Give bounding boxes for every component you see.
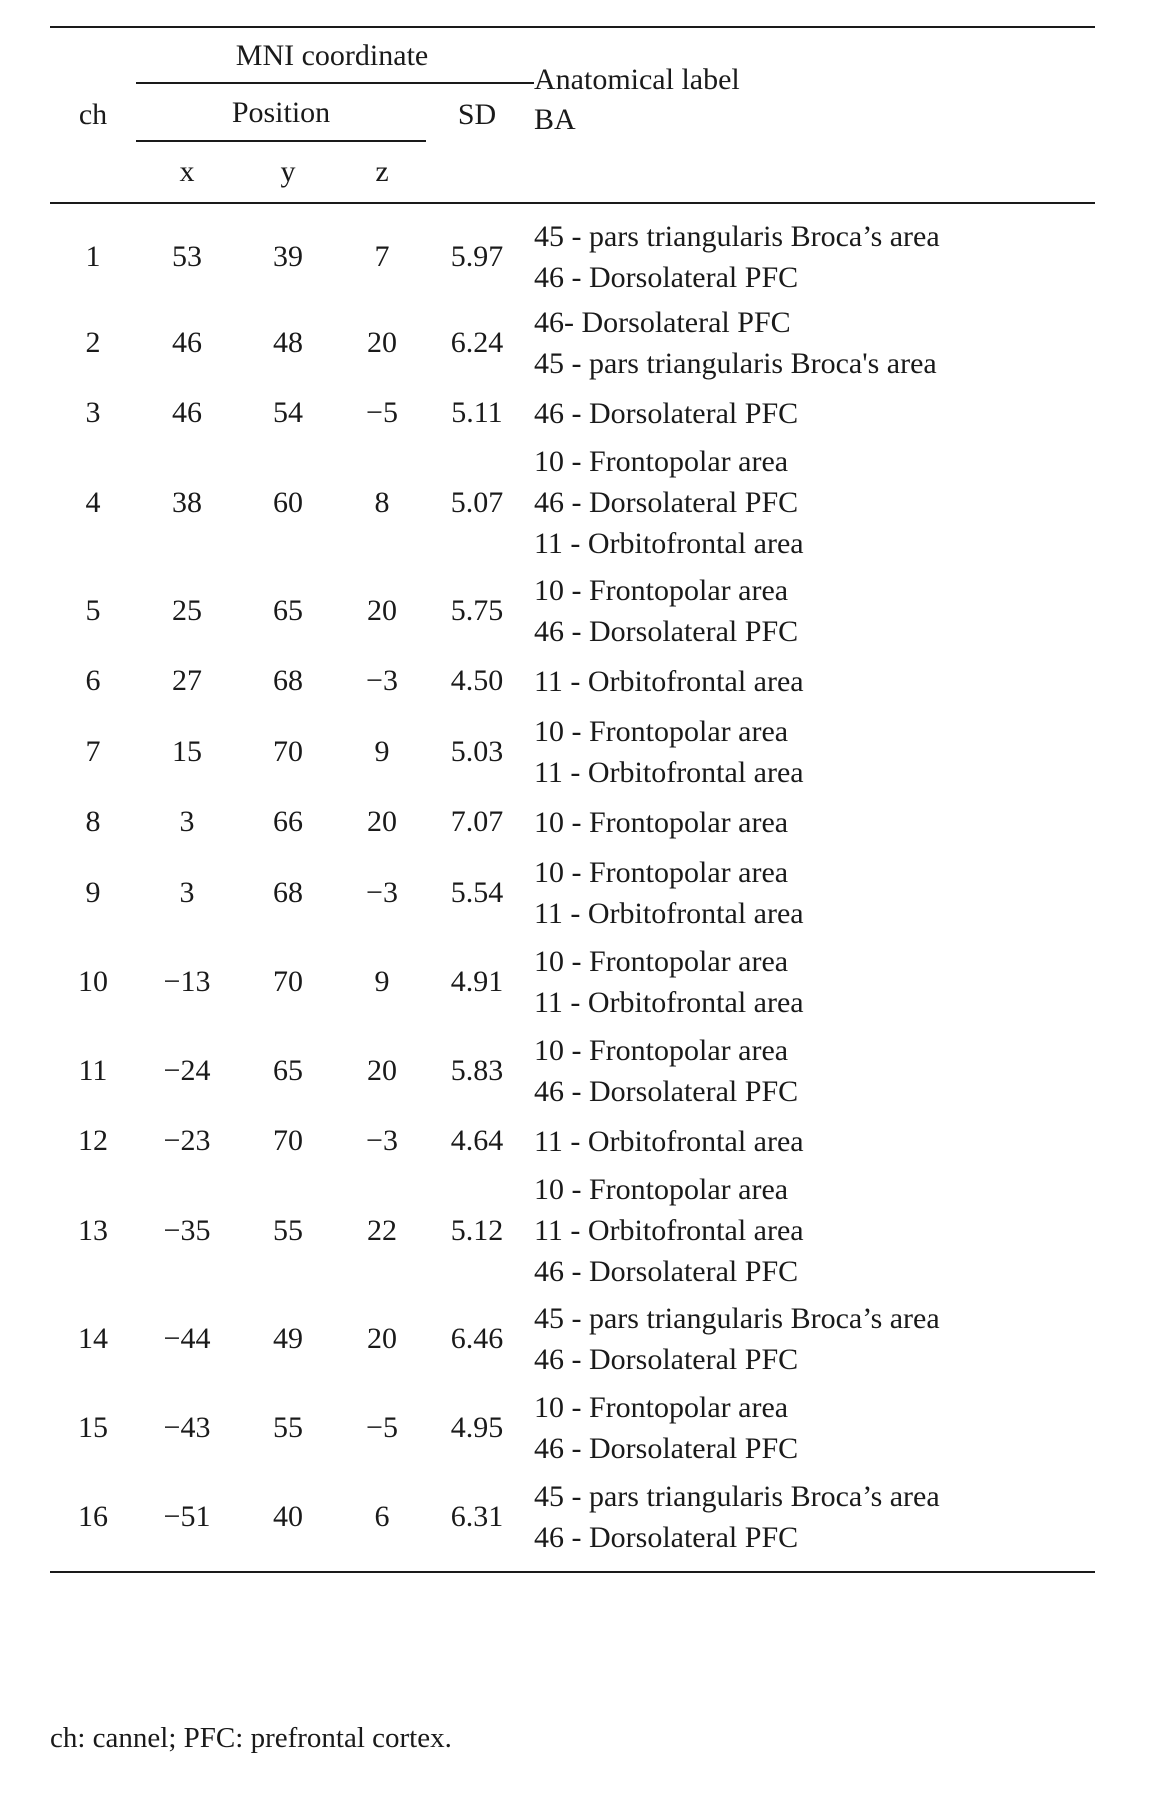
cell-ch: 7	[85, 734, 101, 768]
label-line: 46 - Dorsolateral PFC	[534, 614, 799, 648]
header-x: x	[179, 155, 195, 188]
cell-ch: 11	[78, 1053, 108, 1087]
cell-z: 20	[367, 1053, 397, 1087]
cell-sd: 5.75	[450, 593, 504, 627]
header-mni-label: MNI coordinate	[235, 39, 429, 72]
cell-ch: 14	[78, 1321, 108, 1355]
table-footnote: ch: cannel; PFC: prefrontal cortex.	[50, 1722, 452, 1754]
label-line: 46 - Dorsolateral PFC	[534, 1520, 799, 1554]
cell-sd: 4.50	[450, 664, 504, 697]
label-line: 10 - Frontopolar area	[534, 944, 789, 978]
cell-sd: 5.83	[450, 1053, 504, 1087]
cell-y: 66	[273, 805, 303, 838]
cell-y: 68	[273, 664, 303, 697]
cell-x: −35	[163, 1213, 211, 1247]
cell-z: 22	[367, 1213, 397, 1247]
label-line: 11 - Orbitofrontal area	[534, 1214, 804, 1247]
table-row	[50, 1294, 1095, 1383]
cell-ch: 1	[85, 240, 101, 273]
cell-z: −5	[366, 396, 398, 429]
cell-x: −24	[163, 1053, 211, 1087]
cell-x: 38	[172, 485, 202, 519]
table-row	[50, 707, 1095, 796]
table-row	[50, 1115, 1095, 1167]
cell-ch: 9	[85, 875, 101, 909]
cell-anatomical-label	[528, 707, 1095, 796]
label-line: 10 - Frontopolar area	[534, 805, 789, 839]
cell-sd: 5.97	[450, 240, 504, 273]
table-row	[50, 655, 1095, 707]
header-mni-coordinate	[136, 27, 528, 84]
cell-ch: 15	[78, 1410, 108, 1444]
cell-z: 6	[374, 1499, 390, 1533]
cell-x: 46	[172, 396, 202, 429]
cell-y: 48	[273, 325, 303, 359]
cell-anatomical-label	[528, 1026, 1095, 1115]
table-container	[50, 26, 1095, 1573]
cell-sd: 4.95	[450, 1410, 504, 1444]
cell-y: 55	[273, 1410, 303, 1444]
cell-sd: 5.54	[450, 875, 504, 909]
cell-anatomical-label	[528, 1472, 1095, 1572]
cell-z: −3	[366, 875, 398, 909]
cell-y: 39	[273, 240, 303, 273]
table-row	[50, 796, 1095, 848]
header-z: z	[375, 155, 389, 188]
label-line: 45 - pars triangularis Broca's area	[534, 346, 937, 380]
cell-anatomical-label	[528, 1115, 1095, 1167]
label-line: 46 - Dorsolateral PFC	[534, 486, 799, 519]
cell-z: −3	[366, 664, 398, 697]
cell-anatomical-label	[528, 298, 1095, 387]
cell-anatomical-label	[528, 937, 1095, 1026]
cell-ch: 10	[78, 964, 108, 998]
cell-y: 54	[273, 396, 303, 429]
label-line: 10 - Frontopolar area	[534, 445, 789, 478]
cell-ch: 13	[78, 1213, 108, 1247]
cell-y: 49	[273, 1321, 303, 1355]
table-row	[50, 203, 1095, 298]
label-line: 46 - Dorsolateral PFC	[534, 396, 799, 430]
cell-anatomical-label	[528, 566, 1095, 655]
table-row	[50, 848, 1095, 937]
label-line: 11 - Orbitofrontal area	[534, 527, 804, 560]
table-row	[50, 439, 1095, 566]
cell-x: −23	[163, 1124, 211, 1157]
cell-z: 20	[367, 325, 397, 359]
label-line: 10 - Frontopolar area	[534, 1173, 789, 1206]
cell-anatomical-label	[528, 203, 1095, 298]
cell-sd: 4.91	[450, 964, 504, 998]
cell-sd: 5.03	[450, 734, 504, 768]
label-line: 45 - pars triangularis Broca’s area	[534, 1301, 940, 1335]
cell-y: 40	[273, 1499, 303, 1533]
cell-z: 9	[374, 734, 390, 768]
cell-x: 25	[172, 593, 202, 627]
cell-sd: 5.07	[450, 485, 504, 519]
cell-sd: 5.11	[451, 396, 503, 429]
header-y: y	[280, 155, 296, 188]
table-row	[50, 1472, 1095, 1572]
cell-anatomical-label	[528, 655, 1095, 707]
cell-sd: 6.46	[450, 1321, 504, 1355]
cell-anatomical-label	[528, 1167, 1095, 1294]
cell-sd: 6.31	[450, 1499, 504, 1533]
cell-x: 46	[172, 325, 202, 359]
cell-sd: 7.07	[450, 805, 504, 838]
cell-x: −13	[163, 964, 211, 998]
cell-z: −3	[366, 1124, 398, 1157]
mni-coordinate-table	[50, 26, 1095, 1573]
cell-y: 70	[273, 1124, 303, 1157]
cell-x: −43	[163, 1410, 211, 1444]
cell-y: 55	[273, 1213, 303, 1247]
cell-ch: 5	[85, 593, 101, 627]
cell-x: −51	[163, 1499, 211, 1533]
label-line: 11 - Orbitofrontal area	[534, 664, 804, 698]
header-sd: SD	[426, 84, 528, 203]
label-line: 11 - Orbitofrontal area	[534, 985, 804, 1019]
cell-z: 7	[374, 240, 390, 273]
label-line: 11 - Orbitofrontal area	[534, 1124, 804, 1158]
cell-z: 20	[367, 593, 397, 627]
header-anatomical-label	[528, 27, 1095, 203]
table-row	[50, 1167, 1095, 1294]
cell-anatomical-label	[528, 1294, 1095, 1383]
cell-z: 20	[367, 805, 397, 838]
cell-x: 15	[172, 734, 202, 768]
cell-x: −44	[163, 1321, 211, 1355]
table-body	[50, 203, 1095, 1572]
table-row	[50, 298, 1095, 387]
label-line: 10 - Frontopolar area	[534, 714, 789, 748]
cell-ch: 4	[85, 485, 101, 519]
cell-z: 8	[374, 485, 390, 519]
cell-y: 65	[273, 1053, 303, 1087]
cell-ch: 12	[78, 1124, 108, 1157]
cell-sd: 5.12	[450, 1213, 504, 1247]
cell-x: 27	[172, 664, 202, 697]
label-line: 45 - pars triangularis Broca’s area	[534, 1479, 940, 1513]
cell-x: 53	[172, 240, 202, 273]
table-row	[50, 1026, 1095, 1115]
table-row	[50, 937, 1095, 1026]
cell-ch: 6	[85, 664, 101, 697]
header-label-line1: Anatomical label	[534, 63, 740, 96]
label-line: 10 - Frontopolar area	[534, 1033, 789, 1067]
label-line: 46 - Dorsolateral PFC	[534, 1255, 799, 1288]
label-line: 10 - Frontopolar area	[534, 573, 789, 607]
cell-ch: 8	[85, 805, 101, 838]
table-row	[50, 387, 1095, 439]
header-position	[136, 84, 426, 142]
cell-anatomical-label	[528, 439, 1095, 566]
cell-z: 9	[374, 964, 390, 998]
label-line: 46 - Dorsolateral PFC	[534, 261, 799, 294]
label-line: 46 - Dorsolateral PFC	[534, 1074, 799, 1108]
cell-anatomical-label	[528, 387, 1095, 439]
label-line: 10 - Frontopolar area	[534, 1390, 789, 1424]
header-label-line2: BA	[534, 103, 576, 136]
header-ch: ch	[50, 27, 136, 203]
cell-x: 3	[179, 875, 195, 909]
cell-z: 20	[367, 1321, 397, 1355]
cell-y: 70	[273, 734, 303, 768]
cell-y: 60	[273, 485, 303, 519]
cell-anatomical-label	[528, 848, 1095, 937]
cell-anatomical-label	[528, 1383, 1095, 1472]
label-line: 46 - Dorsolateral PFC	[534, 1342, 799, 1376]
label-line: 45 - pars triangularis Broca’s area	[534, 220, 940, 253]
label-line: 11 - Orbitofrontal area	[534, 896, 804, 930]
cell-z: −5	[366, 1410, 398, 1444]
cell-ch: 2	[85, 325, 101, 359]
cell-y: 65	[273, 593, 303, 627]
table-row	[50, 566, 1095, 655]
label-line: 11 - Orbitofrontal area	[534, 755, 804, 789]
header-position-label: Position	[231, 96, 331, 129]
cell-ch: 16	[78, 1499, 108, 1533]
cell-sd: 4.64	[450, 1124, 504, 1157]
label-line: 10 - Frontopolar area	[534, 855, 789, 889]
position-underline	[136, 140, 426, 142]
label-line: 46- Dorsolateral PFC	[534, 305, 791, 339]
cell-y: 70	[273, 964, 303, 998]
cell-y: 68	[273, 875, 303, 909]
cell-anatomical-label	[528, 796, 1095, 848]
cell-ch: 3	[85, 396, 101, 429]
label-line: 46 - Dorsolateral PFC	[534, 1431, 799, 1465]
cell-x: 3	[179, 805, 195, 838]
cell-sd: 6.24	[450, 325, 504, 359]
table-row	[50, 1383, 1095, 1472]
